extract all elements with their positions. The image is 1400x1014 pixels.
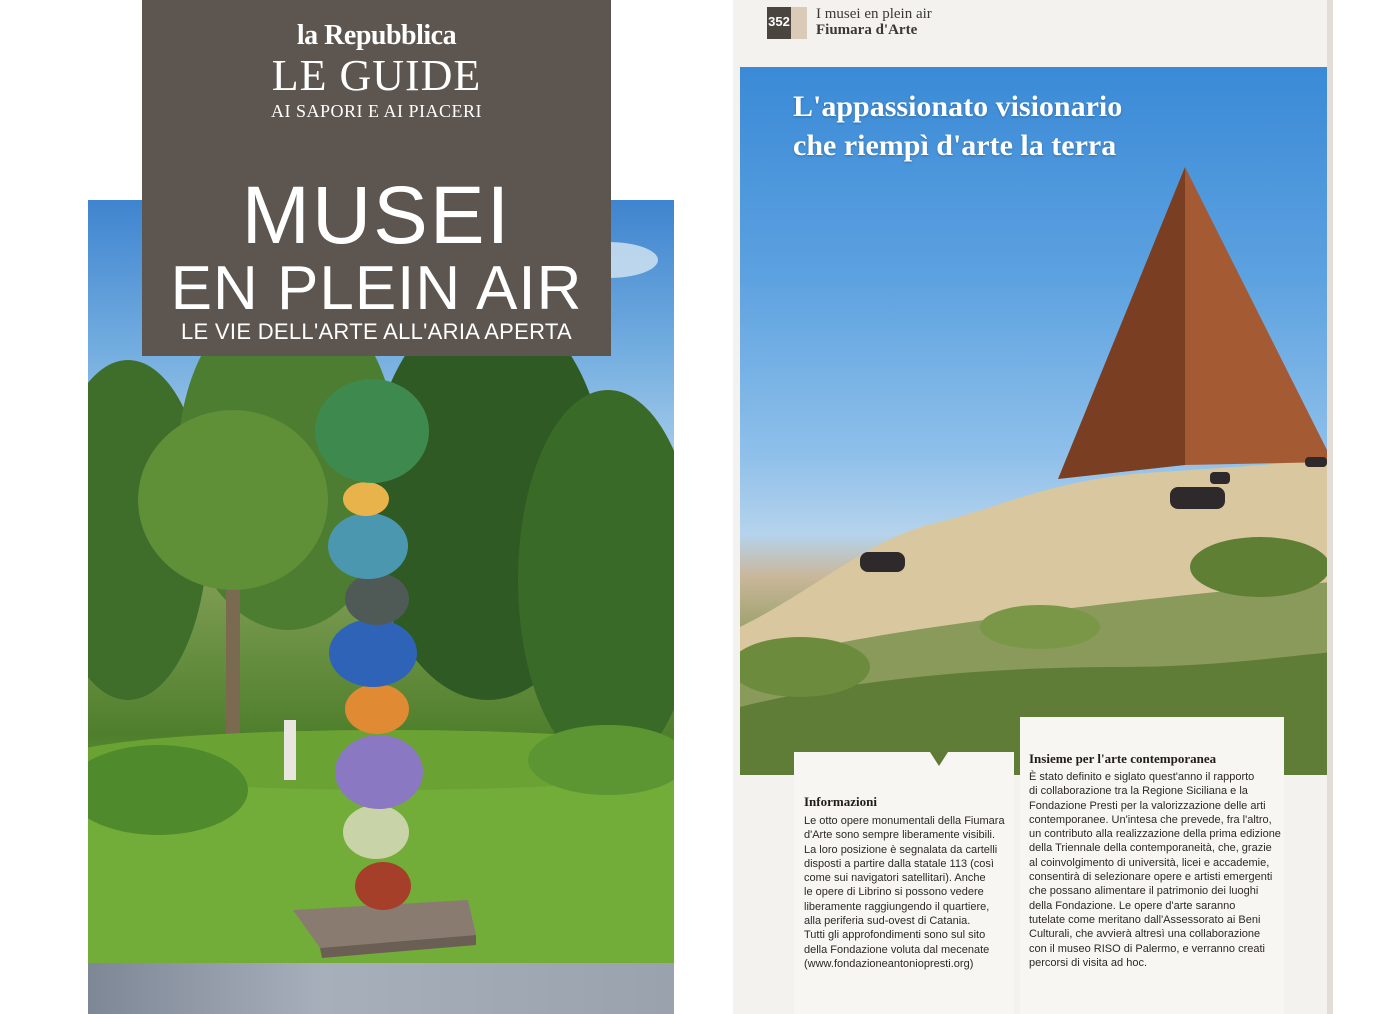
cover-edge xyxy=(88,963,674,1014)
pyramid-landscape-illustration xyxy=(740,67,1333,775)
text-line: della Triennale della contemporaneità, che, grazie xyxy=(1029,842,1272,855)
text-line: consentirà di selezionare opere e artisti emergenti xyxy=(1029,871,1273,884)
text-line: Fondazione Presti per la valorizzazione delle arti xyxy=(1029,799,1266,812)
text-line: È stato definito e siglato quest'anno il rapporto xyxy=(1029,771,1255,783)
sidebar-box-title: Insieme per l'arte contemporanea xyxy=(1029,751,1217,766)
text-line: con il museo RISO di Palermo, e verranno creati xyxy=(1029,942,1265,955)
publisher-logo: la Repubblica xyxy=(296,20,457,51)
text-line: liberamente raggiungendo il quartiere, xyxy=(804,900,990,913)
text-line: che possano alimentare il patrimonio dei luoghi xyxy=(1029,885,1259,898)
text-line: disposti a partire dalla statale 113 (così xyxy=(804,857,994,870)
text-line: della Fondazione voluta dal mecenate xyxy=(804,943,990,956)
info-box-notch xyxy=(930,752,948,766)
page-number: 352 xyxy=(768,14,790,29)
article-headline xyxy=(793,87,1313,165)
text-line: (www.fondazioneantoniopresti.org) xyxy=(804,957,974,970)
sidebar-box xyxy=(1020,717,1284,1014)
info-box-title: Informazioni xyxy=(804,794,877,809)
text-line: alla periferia sud-ovest di Catania. xyxy=(804,915,971,928)
text-line: di collaborazione tra la Regione Siciliana e la xyxy=(1029,785,1248,798)
series-subtitle: AI SAPORI E AI PIACERI xyxy=(270,101,482,121)
text-line: contemporanee. Un'intesa che prevede, fra l'altro, xyxy=(1029,813,1272,826)
text-line: tutelate come meritano dall'Assessorato ai Beni xyxy=(1029,913,1261,926)
sidebar-box-body xyxy=(1029,770,1281,970)
text-line: al coinvolgimento di università, licei e accademie, xyxy=(1029,856,1270,869)
headline-line: L'appassionato visionario xyxy=(793,90,1123,123)
info-box-body xyxy=(804,814,1009,971)
cover-title-band xyxy=(142,0,611,356)
book-cover xyxy=(88,0,674,1014)
running-head: I musei en plein air xyxy=(816,6,932,22)
article-page xyxy=(733,0,1333,1014)
page-edge xyxy=(1327,0,1333,1014)
text-line: Le otto opere monumentali della Fiumara xyxy=(804,815,1005,827)
headline-line: che riempì d'arte la terra xyxy=(793,129,1117,162)
text-line: La loro posizione è segnalata da cartelli xyxy=(804,843,998,856)
section-title: Fiumara d'Arte xyxy=(816,22,918,38)
text-line: d'Arte sono sempre liberamente visibili. xyxy=(804,829,996,842)
page-number-badge xyxy=(767,7,807,39)
book-subtitle: EN PLEIN AIR xyxy=(170,254,583,323)
text-line: un contributo alla realizzazione della prima edizione xyxy=(1029,828,1281,841)
series-title: LE GUIDE xyxy=(271,51,482,100)
text-line: le opere di Librino si possono vedere xyxy=(804,886,984,899)
info-box xyxy=(794,752,1014,1014)
text-line: Tutti gli approfondimenti sono sul sito xyxy=(804,929,986,942)
book-tagline: LE VIE DELL'ARTE ALL'ARIA APERTA xyxy=(181,319,572,344)
text-line: come sui navigatori satellitari). Anche xyxy=(804,872,986,885)
book-title: MUSEI xyxy=(241,170,512,261)
text-line: della Fondazione. Le opere d'arte saranno xyxy=(1029,899,1236,912)
text-line: percorsi di visita ad hoc. xyxy=(1029,956,1147,969)
pyramid-photo xyxy=(740,67,1333,775)
text-line: Culturali, che avvierà altresì una collaborazione xyxy=(1029,928,1261,941)
